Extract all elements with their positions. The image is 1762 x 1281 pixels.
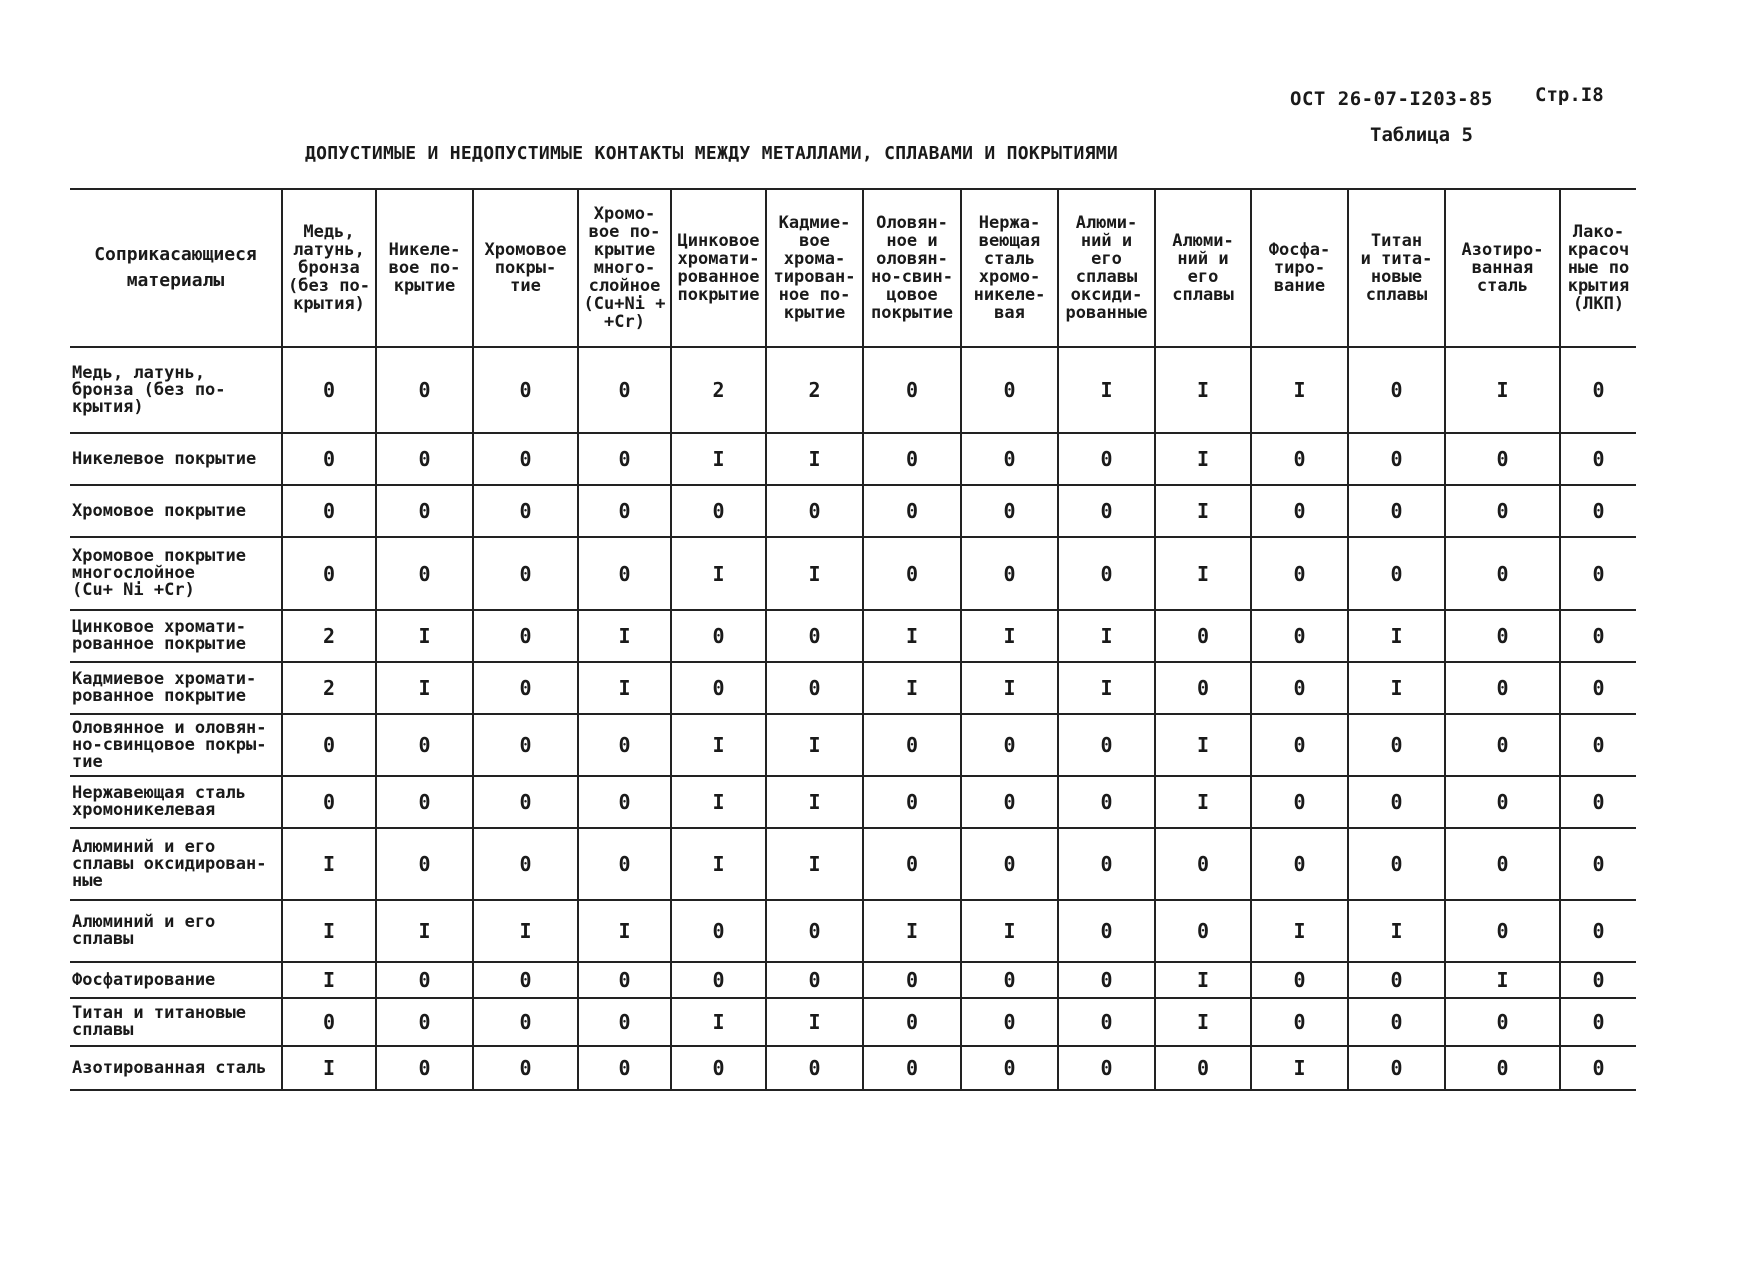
compatibility-cell: 0 [1445,433,1560,485]
compatibility-cell: I [282,900,376,962]
compatibility-cell: I [961,610,1058,662]
compatibility-cell: 0 [1058,1046,1155,1090]
compatibility-cell: 0 [766,610,863,662]
compatibility-cell: 0 [376,433,473,485]
row-label-text: Фосфатирование [72,969,216,990]
table-label: Таблица 5 [1370,124,1473,146]
compatibility-cell: I [376,610,473,662]
compatibility-cell: 0 [578,433,671,485]
compatibility-cell: 0 [282,714,376,776]
compatibility-cell: 0 [473,537,578,610]
compatibility-cell: 0 [961,537,1058,610]
column-header [1560,189,1636,347]
compatibility-cell: 0 [671,610,766,662]
compatibility-cell: 0 [1058,485,1155,537]
table-row [70,998,1636,1046]
compatibility-cell: 0 [473,962,578,998]
compatibility-cell: 0 [578,714,671,776]
column-header [1251,189,1348,347]
compatibility-cell: 0 [376,776,473,828]
compatibility-cell: I [863,662,961,714]
compatibility-cell: 0 [1348,1046,1445,1090]
compatibility-cell: 2 [671,347,766,433]
table-row [70,485,1636,537]
compatibility-cell: 0 [671,485,766,537]
row-label [70,485,282,537]
column-header-text: Азотиро- ванная сталь [1461,240,1544,296]
compatibility-cell: I [671,714,766,776]
compatibility-cell: I [1155,537,1251,610]
compatibility-cell: 0 [1560,1046,1636,1090]
column-header [578,189,671,347]
compatibility-cell: 0 [376,485,473,537]
page-number: Стр.I8 [1535,84,1604,106]
column-header-text: Хромовое покры- тие [484,240,567,296]
compatibility-cell: 0 [1058,828,1155,900]
column-header [671,189,766,347]
compatibility-cell: I [863,900,961,962]
compatibility-cell: 0 [1560,610,1636,662]
compatibility-cell: I [578,610,671,662]
row-label [70,433,282,485]
row-label-text: Алюминий и его сплавы [72,912,216,949]
compatibility-cell: 0 [473,662,578,714]
row-label [70,776,282,828]
column-header-text: Оловян- ное и оловян- но-свин- цовое покрытие [871,213,953,323]
compatibility-cell: 0 [1560,662,1636,714]
column-header [282,189,376,347]
compatibility-cell: 0 [671,900,766,962]
compatibility-cell: I [282,962,376,998]
compatibility-cell: 0 [1348,776,1445,828]
compatibility-cell: 0 [578,485,671,537]
row-label-text: Кадмиевое хромати- рованное покрытие [72,669,257,706]
compatibility-cell: 0 [282,537,376,610]
compatibility-cell: 0 [1445,998,1560,1046]
compatibility-cell: 0 [1348,433,1445,485]
compatibility-cell: I [578,900,671,962]
compatibility-cell: 0 [1251,714,1348,776]
compatibility-cell: 0 [1560,828,1636,900]
compatibility-cell: I [1348,610,1445,662]
row-label [70,828,282,900]
compatibility-cell: 0 [1560,776,1636,828]
compatibility-cell: 2 [766,347,863,433]
table-row [70,537,1636,610]
compatibility-cell: 0 [863,776,961,828]
compatibility-cell: 0 [961,828,1058,900]
row-label-text: Азотированная сталь [72,1057,267,1078]
compatibility-cell: I [1155,714,1251,776]
compatibility-cell: 0 [863,962,961,998]
compatibility-cell: 0 [671,1046,766,1090]
compatibility-cell: I [1155,962,1251,998]
row-label [70,962,282,998]
compatibility-cell: 0 [766,1046,863,1090]
compatibility-cell: 0 [578,776,671,828]
compatibility-cell: 0 [473,347,578,433]
row-label-text: Титан и титановые сплавы [72,1003,246,1040]
compatibility-cell: I [671,828,766,900]
row-label-text: Алюминий и его сплавы оксидирован- ные [72,836,267,891]
compatibility-cell: 0 [863,828,961,900]
compatibility-cell: 0 [863,998,961,1046]
compatibility-cell: 0 [1445,485,1560,537]
compatibility-cell: 0 [863,1046,961,1090]
compatibility-cell: 0 [473,828,578,900]
row-label-text: Оловянное и оловян- но-свинцовое покры- тие [72,717,267,772]
compatibility-cell: 0 [376,537,473,610]
compatibility-cell: 0 [961,776,1058,828]
contacts-table [70,188,1636,1091]
document-code: ОСТ 26-07-I203-85 [1290,88,1493,110]
row-label [70,610,282,662]
compatibility-cell: 0 [671,962,766,998]
row-label-text: Нержавеющая сталь хромоникелевая [72,783,246,820]
compatibility-cell: 0 [1560,962,1636,998]
compatibility-cell: 0 [578,998,671,1046]
compatibility-cell: 0 [376,714,473,776]
column-header-text: Кадмие- вое хрома- тирован- ное по- крытие [773,213,856,323]
compatibility-cell: 0 [473,610,578,662]
compatibility-cell: 0 [473,776,578,828]
compatibility-cell: I [376,900,473,962]
compatibility-cell: 0 [961,998,1058,1046]
compatibility-cell: 0 [863,433,961,485]
compatibility-cell: 0 [1560,900,1636,962]
table-row [70,347,1636,433]
compatibility-cell: 0 [1445,714,1560,776]
compatibility-cell: I [1251,1046,1348,1090]
column-header [473,189,578,347]
column-header [1155,189,1251,347]
table-row [70,776,1636,828]
compatibility-cell: 0 [1251,537,1348,610]
column-header-text: Титан и тита- новые сплавы [1360,231,1433,305]
compatibility-cell: 2 [282,662,376,714]
compatibility-cell: 0 [1348,485,1445,537]
compatibility-cell: I [671,537,766,610]
compatibility-cell: 0 [961,433,1058,485]
compatibility-cell: I [766,998,863,1046]
row-label-text: Никелевое покрытие [72,448,257,469]
compatibility-cell: 0 [1058,900,1155,962]
compatibility-cell: 0 [282,998,376,1046]
compatibility-cell: 0 [1348,998,1445,1046]
table-row [70,828,1636,900]
compatibility-cell: 0 [671,662,766,714]
table-row [70,714,1636,776]
compatibility-cell: 0 [1251,485,1348,537]
compatibility-cell: I [766,433,863,485]
row-label [70,537,282,610]
compatibility-cell: 0 [1155,900,1251,962]
compatibility-cell: I [671,433,766,485]
compatibility-cell: I [282,1046,376,1090]
column-header [863,189,961,347]
compatibility-cell: 0 [376,998,473,1046]
compatibility-cell: 0 [1445,900,1560,962]
compatibility-cell: 0 [863,347,961,433]
row-label [70,900,282,962]
column-header-text: Никеле- вое по- крытие [388,240,461,296]
compatibility-cell: I [282,828,376,900]
compatibility-cell: 0 [1348,962,1445,998]
row-label [70,998,282,1046]
compatibility-cell: 0 [473,998,578,1046]
compatibility-cell: 0 [1348,828,1445,900]
compatibility-cell: I [473,900,578,962]
compatibility-cell: 0 [376,828,473,900]
compatibility-cell: 0 [1251,662,1348,714]
compatibility-cell: 0 [961,962,1058,998]
compatibility-cell: I [1155,485,1251,537]
row-label [70,714,282,776]
column-header-text: Цинковое хромати- рованное покрытие [677,231,760,305]
compatibility-cell: 0 [578,962,671,998]
compatibility-cell: 0 [961,347,1058,433]
compatibility-cell: 0 [961,714,1058,776]
table-title: ДОПУСТИМЫЕ И НЕДОПУСТИМЫЕ КОНТАКТЫ МЕЖДУ МЕТАЛЛАМИ, СПЛАВАМИ И ПОКРЫТИЯМИ [305,143,1118,164]
compatibility-cell: 0 [1251,998,1348,1046]
compatibility-cell: I [1058,347,1155,433]
compatibility-cell: 0 [766,962,863,998]
compatibility-cell: 0 [1560,347,1636,433]
compatibility-cell: 0 [1445,537,1560,610]
compatibility-cell: 0 [1251,962,1348,998]
compatibility-cell: I [1348,662,1445,714]
row-label-text: Хромовое покрытие многослойное (Cu+ Ni +Cr) [72,546,246,600]
compatibility-cell: 0 [1058,998,1155,1046]
compatibility-cell: I [1155,776,1251,828]
compatibility-cell: 0 [1251,610,1348,662]
compatibility-cell: 0 [766,662,863,714]
column-header [766,189,863,347]
compatibility-cell: 0 [473,714,578,776]
compatibility-cell: 0 [473,485,578,537]
compatibility-cell: 0 [766,485,863,537]
compatibility-cell: I [766,537,863,610]
compatibility-cell: 0 [282,347,376,433]
compatibility-cell: 0 [961,1046,1058,1090]
compatibility-cell: 0 [1058,776,1155,828]
compatibility-cell: I [766,714,863,776]
compatibility-cell: I [578,662,671,714]
compatibility-cell: 0 [1058,537,1155,610]
table-row [70,962,1636,998]
compatibility-cell: 0 [1445,610,1560,662]
compatibility-cell: 0 [1445,776,1560,828]
compatibility-cell: 0 [1058,962,1155,998]
column-header [1445,189,1560,347]
compatibility-cell: 0 [473,1046,578,1090]
compatibility-cell: 0 [376,347,473,433]
compatibility-cell: 0 [1251,828,1348,900]
compatibility-cell: 0 [1155,662,1251,714]
compatibility-cell: 0 [1155,1046,1251,1090]
row-label [70,347,282,433]
compatibility-cell: I [1251,900,1348,962]
column-header [1058,189,1155,347]
compatibility-cell: 0 [282,433,376,485]
compatibility-cell: 0 [1348,714,1445,776]
compatibility-cell: 0 [1155,610,1251,662]
row-label-text: Хромовое покрытие [72,500,246,521]
column-header-text: Медь, латунь, бронза (без по- крытия) [288,222,370,314]
compatibility-cell: I [1155,347,1251,433]
compatibility-cell: I [1155,433,1251,485]
compatibility-cell: I [1348,900,1445,962]
compatibility-cell: 0 [473,433,578,485]
corner-header-text: Соприкасающиеся материалы [94,244,257,291]
compatibility-cell: 0 [1348,347,1445,433]
compatibility-cell: 0 [1058,714,1155,776]
compatibility-cell: 0 [282,485,376,537]
column-header-text: Лако- красоч ные по крытия (ЛКП) [1567,222,1630,314]
column-header [1348,189,1445,347]
compatibility-cell: 0 [578,537,671,610]
column-header-text: Хромо- вое по- крытие много- слойное (Cu+Ni + +Cr) [583,204,666,332]
table-row [70,900,1636,962]
compatibility-cell: 0 [1445,828,1560,900]
compatibility-cell: I [1445,347,1560,433]
table-row [70,1046,1636,1090]
compatibility-cell: 0 [376,962,473,998]
compatibility-cell: I [1445,962,1560,998]
table-row [70,433,1636,485]
table-row [70,610,1636,662]
compatibility-cell: 0 [1155,828,1251,900]
compatibility-cell: 0 [1560,998,1636,1046]
column-header-text: Нержа- веющая сталь хромо- никеле- вая [973,213,1046,323]
compatibility-cell: 0 [1560,485,1636,537]
column-header-text: Алюми- ний и его сплавы оксиди- рованные [1065,213,1148,323]
compatibility-cell: 0 [863,537,961,610]
compatibility-cell: 0 [1058,433,1155,485]
compatibility-cell: 0 [578,347,671,433]
compatibility-cell: 0 [1560,433,1636,485]
row-label-text: Медь, латунь, бронза (без по- крытия) [72,362,226,417]
column-header-text: Фосфа- тиро- вание [1268,240,1331,296]
row-label [70,662,282,714]
compatibility-cell: I [863,610,961,662]
compatibility-cell: I [961,662,1058,714]
compatibility-cell: I [1058,662,1155,714]
column-header-text: Алюми- ний и его сплавы [1172,231,1234,305]
compatibility-cell: I [671,998,766,1046]
compatibility-cell: 2 [282,610,376,662]
compatibility-cell: 0 [766,900,863,962]
compatibility-cell: 0 [863,485,961,537]
column-header [961,189,1058,347]
column-header [376,189,473,347]
row-label-text: Цинковое хромати- рованное покрытие [72,617,246,654]
compatibility-cell: I [1251,347,1348,433]
table-row [70,662,1636,714]
compatibility-cell: 0 [1560,537,1636,610]
compatibility-cell: 0 [376,1046,473,1090]
compatibility-cell: I [1058,610,1155,662]
compatibility-cell: 0 [1445,1046,1560,1090]
compatibility-cell: 0 [1251,433,1348,485]
compatibility-cell: I [766,828,863,900]
compatibility-cell: 0 [1445,662,1560,714]
compatibility-cell: I [961,900,1058,962]
compatibility-cell: 0 [578,1046,671,1090]
compatibility-cell: 0 [1251,776,1348,828]
compatibility-cell: 0 [1560,714,1636,776]
compatibility-cell: I [376,662,473,714]
compatibility-cell: 0 [282,776,376,828]
compatibility-cell: 0 [863,714,961,776]
corner-header [70,189,282,347]
compatibility-cell: I [671,776,766,828]
compatibility-cell: I [1155,998,1251,1046]
compatibility-cell: I [766,776,863,828]
row-label [70,1046,282,1090]
compatibility-cell: 0 [961,485,1058,537]
compatibility-cell: 0 [578,828,671,900]
compatibility-cell: 0 [1348,537,1445,610]
